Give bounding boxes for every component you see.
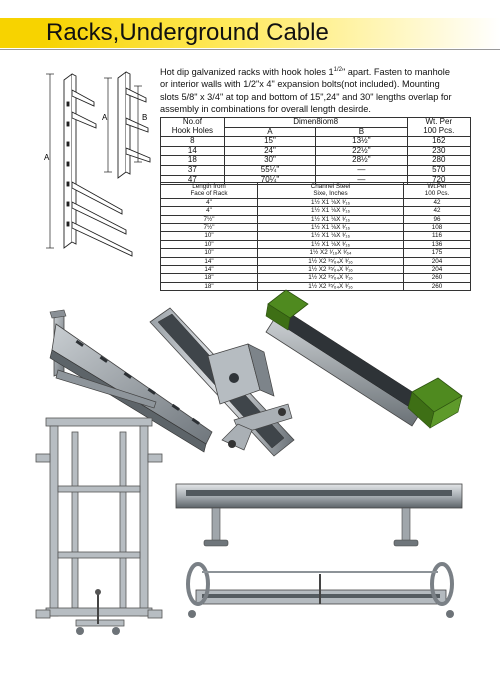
table-cell: 24" — [224, 146, 315, 156]
table-cell: 1½ X2 ¹⁄₁₆X ³⁄₆₄ — [258, 249, 404, 257]
table-cell: 10" — [161, 232, 258, 240]
table-cell: 1½ X2 ³⁵⁄₆₄X ³⁄₁₆ — [258, 282, 404, 290]
th-wt-per: Wt. Per — [407, 118, 470, 128]
table-cell: 18 — [161, 156, 225, 166]
table-cell: 7½" — [161, 215, 258, 223]
table-row — [161, 215, 471, 223]
table-cell: 260 — [404, 274, 471, 282]
capped-channel-photo — [262, 286, 467, 436]
hook-holes-table-body — [161, 137, 471, 185]
table-cell: 1½ X1 ⅛X ³⁄₁₆ — [258, 232, 404, 240]
table-cell: 4" — [161, 207, 258, 215]
rack-dimension-diagram — [36, 62, 158, 274]
table-cell: 204 — [404, 266, 471, 274]
intro-line-4: assembly in combinations for overall length desirde. — [160, 104, 371, 115]
table-cell: 14" — [161, 266, 258, 274]
table-cell: 13½" — [316, 137, 407, 147]
table-cell: 15" — [224, 137, 315, 147]
th-length-from: Length from — [161, 183, 258, 191]
table-cell: 280 — [407, 156, 470, 166]
table-cell: 42 — [404, 198, 471, 206]
table-cell: 1½ X1 ⅛X ³⁄₁₆ — [258, 240, 404, 248]
table-cell: 1½ X1 ⅛X ³⁄₁₆ — [258, 224, 404, 232]
table-row — [161, 224, 471, 232]
table-cell: 720 — [407, 175, 470, 185]
label-a-left: A — [44, 153, 50, 162]
table-cell: 10" — [161, 240, 258, 248]
table-cell: 230 — [407, 146, 470, 156]
th-100-pcs: 100 Pcs. — [407, 127, 470, 137]
table-row — [161, 137, 471, 147]
channel-steel-table-body — [161, 198, 471, 290]
th-wt-per-2: Wt.Per — [404, 183, 471, 191]
table-cell: 1½ X1 ⅛X ³⁄₁₆ — [258, 207, 404, 215]
table-cell: 136 — [404, 240, 471, 248]
table-cell: 1½ X2 ³⁵⁄₆₄X ³⁄₁₆ — [258, 257, 404, 265]
th-a: A — [224, 127, 315, 137]
intro-line-2: or interior walls with 1/2"x 4" expansion bolts(not included). Mounting — [160, 79, 440, 90]
table-row — [161, 232, 471, 240]
table-cell: 570 — [407, 165, 470, 175]
table-row — [161, 207, 471, 215]
table-cell: 1½ X2 ³⁵⁄₆₄X ³⁄₁₆ — [258, 274, 404, 282]
table-row — [161, 198, 471, 206]
standoff-channel-photo — [172, 472, 468, 558]
table-cell: 14" — [161, 257, 258, 265]
looped-channel-photo — [172, 560, 468, 622]
header-divider — [0, 49, 500, 50]
header-bar — [0, 18, 500, 48]
table-row — [161, 165, 471, 175]
table-cell: 47 — [161, 175, 225, 185]
rack-frame-photo — [32, 410, 168, 640]
table-cell: 30" — [224, 156, 315, 166]
header-accent — [0, 18, 44, 48]
table-cell: 4" — [161, 198, 258, 206]
table-row — [161, 257, 471, 265]
table-cell: — — [316, 165, 407, 175]
channel-steel-table — [160, 182, 471, 291]
th-dimensions: Dimen8iom8 — [224, 118, 407, 128]
table-cell: 175 — [404, 249, 471, 257]
table-cell: 55¼" — [224, 165, 315, 175]
table-cell: 1½ X2 ³⁵⁄₆₄X ³⁄₁₆ — [258, 266, 404, 274]
table-cell: 204 — [404, 257, 471, 265]
table-cell: 14 — [161, 146, 225, 156]
label-b: B — [142, 113, 148, 122]
th-hook-holes: Hook Holes — [161, 127, 225, 137]
table-cell: 37 — [161, 165, 225, 175]
intro-line-3: slots 5/8" x 3/4" at top and bottom of 15",24" and 30" lengths overlap for — [160, 91, 452, 102]
table-cell: 10" — [161, 249, 258, 257]
table-cell: 18" — [161, 282, 258, 290]
table-cell: — — [316, 175, 407, 185]
table-row — [161, 156, 471, 166]
intro-line-1: Hot dip galvanized racks with hook holes $1^{1/2}$" apart. Fasten to manhole — [160, 67, 450, 78]
intro-paragraph — [160, 64, 460, 116]
table-cell: 7½" — [161, 224, 258, 232]
table-cell: 70¼" — [224, 175, 315, 185]
th-b: B — [316, 127, 407, 137]
table-cell: 8 — [161, 137, 225, 147]
table-cell: 42 — [404, 207, 471, 215]
th-face-of-rack: Face of Rack — [161, 190, 258, 198]
label-a-mid: A — [102, 113, 108, 122]
table-row — [161, 146, 471, 156]
table-cell: 18" — [161, 274, 258, 282]
hook-holes-table — [160, 117, 471, 185]
th-size-inches: Sixe, Inches — [258, 190, 404, 198]
table-row — [161, 266, 471, 274]
table-cell: 108 — [404, 224, 471, 232]
table-cell: 28½" — [316, 156, 407, 166]
th-100-pcs-2: 100 Pcs. — [404, 190, 471, 198]
th-channel-steel: Channel Steel — [258, 183, 404, 191]
table-cell: 162 — [407, 137, 470, 147]
page-title: Racks,Underground Cable — [46, 19, 329, 46]
table-cell: 1½ X1 ⅛X ³⁄₁₆ — [258, 215, 404, 223]
table-row — [161, 249, 471, 257]
th-no-of: No.of — [161, 118, 225, 128]
table-row — [161, 240, 471, 248]
table-cell: 260 — [404, 282, 471, 290]
table-row — [161, 274, 471, 282]
table-cell: 22½" — [316, 146, 407, 156]
table-cell: 96 — [404, 215, 471, 223]
table-cell: 1½ X1 ⅛X ³⁄₁₆ — [258, 198, 404, 206]
table-cell: 116 — [404, 232, 471, 240]
